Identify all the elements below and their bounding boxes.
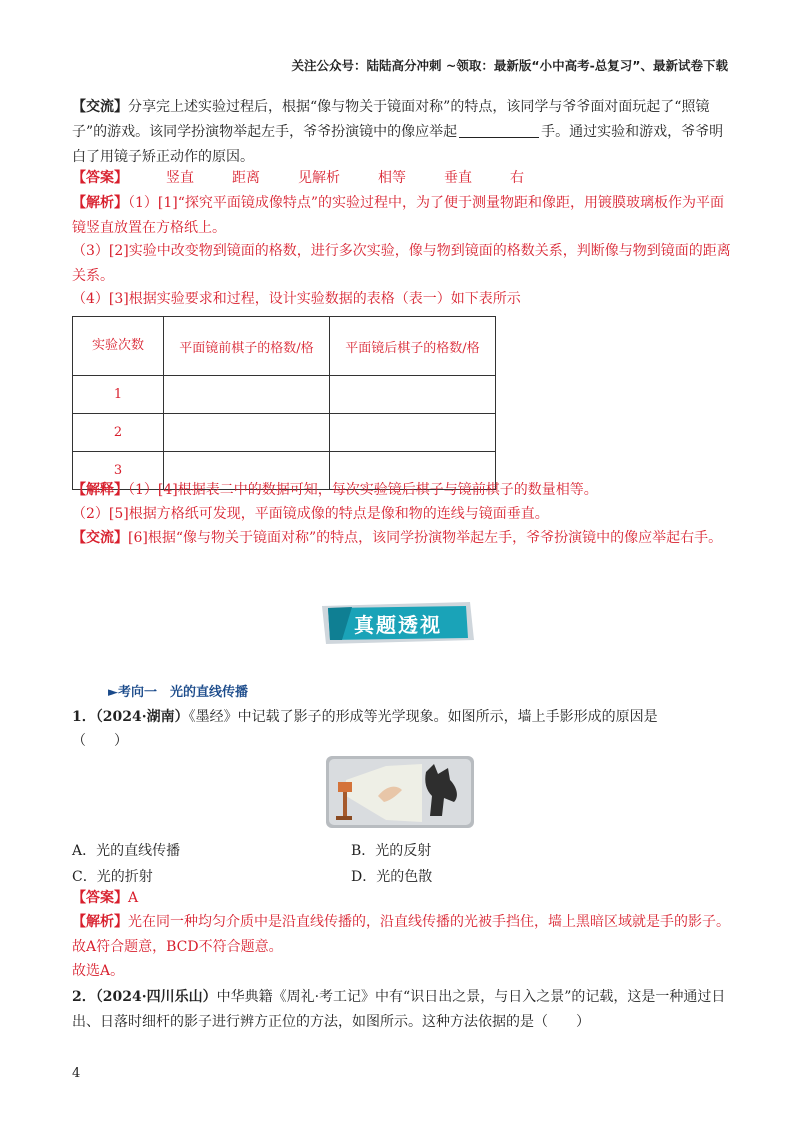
question-number: 2． (72, 989, 96, 1005)
table-cell: 1 (73, 376, 164, 414)
explain-label: 【解释】 (72, 482, 128, 498)
answer-item: 见解析 (298, 170, 340, 186)
table-cell: 2 (73, 414, 164, 452)
question-1-paren: （ ） (72, 733, 128, 749)
table-cell: 3 (73, 452, 164, 490)
option-c: C．光的折射 (72, 869, 153, 885)
page-header: 关注公众号：陆陆高分冲刺 ~领取：最新版“小中高考-总复习”、最新试卷下载 (291, 58, 728, 73)
analysis-paragraph-3: （4）[3]根据实验要求和过程，设计实验数据的表格（表一）如下表所示 (72, 291, 521, 307)
q1-answer (72, 886, 732, 911)
option-d: D．光的色散 (351, 869, 433, 885)
table-header-cell: 实验次数 (73, 317, 164, 376)
analysis-text-1: （1）[1]“探究平面镜成像特点”的实验过程中，为了便于测量物距和像距，用镀膜玻璃板作为平面镜竖直放置在方格纸上。 (72, 195, 725, 236)
table-row (73, 414, 496, 452)
exchange2-text: [6]根据“像与物关于镜面对称”的特点，该同学扮演物举起左手，爷爷扮演镜中的像应举起右手。 (128, 530, 723, 546)
table-row (73, 376, 496, 414)
answer-label: 【答案】 (72, 890, 128, 906)
q1-conclusion: 故选A。 (72, 963, 125, 979)
question-number: 1． (72, 709, 96, 725)
question-2 (72, 985, 732, 1035)
page-number: 4 (72, 1066, 81, 1081)
answer-blank (459, 123, 539, 138)
answer-value: A (128, 890, 139, 906)
table-cell (164, 414, 330, 452)
exchange2-paragraph (72, 526, 732, 551)
exchange-paragraph (72, 95, 732, 170)
hand-shadow-figure (326, 756, 474, 828)
answer-label: 【答案】 (72, 170, 128, 186)
question-source: （2024·四川乐山） (95, 989, 217, 1005)
table-header-cell: 平面镜后棋子的格数/格 (330, 317, 496, 376)
answer-item: 相等 (378, 170, 406, 186)
exchange-text-2: 手。通过实验和游戏，爷爷明白了用镜子矫正动作的原因。 (72, 124, 724, 165)
q1-analysis (72, 910, 732, 960)
analysis-paragraph-2: （3）[2]实验中改变物到镜面的格数，进行多次实验，像与物到镜面的格数关系，判断像与物到镜面的距离关系。 (72, 243, 731, 284)
data-table (72, 316, 496, 490)
answer-item: 垂直 (444, 170, 472, 186)
table-header-row (73, 317, 496, 376)
question-text: 中华典籍《周礼·考工记》中有“识日出之景，与日入之景”的记载，这是一种通过日出、日落时细杆的影子进行辨方正位的方法，如图所示。这种方法依据的是（ ） (72, 989, 726, 1030)
banner-title: 真题透视 (354, 612, 442, 637)
exchange2-label: 【交流】 (72, 530, 128, 546)
analysis-label: 【解析】 (72, 195, 128, 211)
analysis-label: 【解析】 (72, 914, 128, 930)
exchange-text-1: 分享完上述实验过程后，根据“像与物关于镜面对称”的特点，该同学与爷爷面对面玩起了“照镜子”的游戏。该同学扮演物举起左手，爷爷扮演镜中的像应举起 (72, 99, 710, 140)
explain-paragraph (72, 478, 732, 503)
answer-item: 距离 (232, 170, 260, 186)
option-b: B．光的反射 (351, 843, 432, 859)
explain-text-1: （1）[4]根据表二中的数据可知，每次实验镜后棋子与镜前棋子的数量相等。 (128, 482, 598, 498)
answer-item: 右 (510, 170, 524, 186)
analysis-paragraph (72, 191, 732, 241)
question-1 (72, 705, 732, 730)
section-banner (322, 602, 474, 644)
answer-line-1 (72, 166, 732, 191)
table-cell (164, 376, 330, 414)
section-heading: ►考向一 光的直线传播 (108, 685, 248, 700)
question-text: 《墨经》中记载了影子的形成等光学现象。如图所示，墙上手影形成的原因是 (188, 709, 658, 725)
table-cell (330, 376, 496, 414)
answer-item: 竖直 (166, 170, 194, 186)
explain-paragraph-2: （2）[5]根据方格纸可发现，平面镜成像的特点是像和物的连线与镜面垂直。 (72, 506, 549, 522)
table-header-cell: 平面镜前棋子的格数/格 (164, 317, 330, 376)
table-cell (330, 414, 496, 452)
option-a: A．光的直线传播 (72, 843, 181, 859)
question-source: （2024·湖南） (95, 709, 189, 725)
analysis-text: 光在同一种均匀介质中是沿直线传播的，沿直线传播的光被手挡住，墙上黑暗区域就是手的影子。故A符合题意，BCD不符合题意。 (72, 914, 730, 955)
exchange-label: 【交流】 (72, 99, 128, 115)
